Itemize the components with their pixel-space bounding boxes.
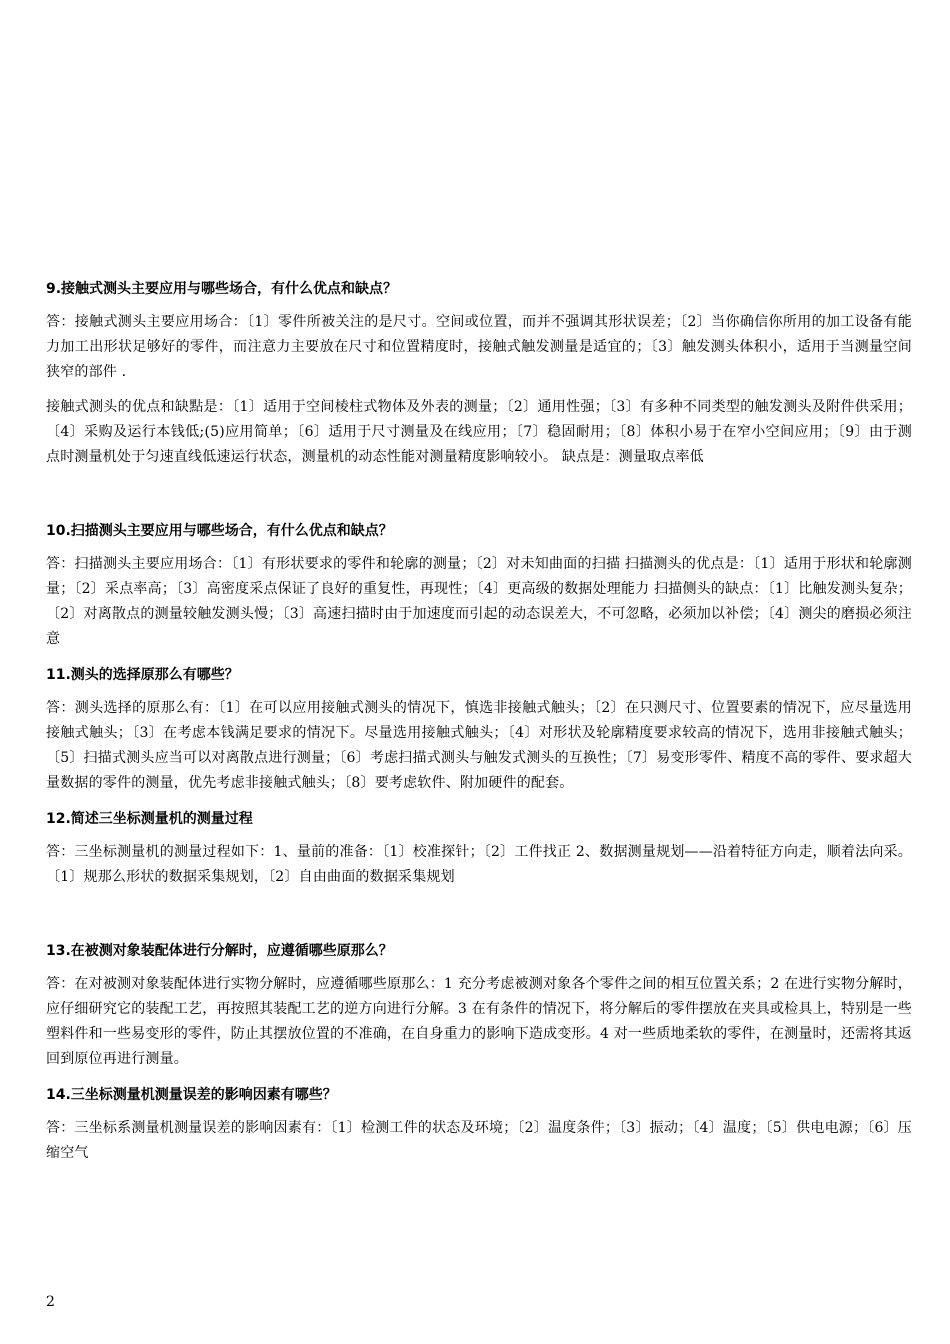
document-body <box>46 276 912 1166</box>
answer-10-paragraph: 答：扫描测头主要应用场合：〔1〕有形状要求的零件和轮廓的测量；〔2〕对未知曲面的扫描 扫描测头的优点是：〔1〕适用于形状和轮廓测量；〔2〕采点率高；〔3〕高密度采点保证了良好的重复性，再现性；〔4〕更高级的数据处理能力 扫描侧头的缺点：〔1〕比触发测头复杂；〔2〕对离散点的测量较触发测头慢；〔3〕高速扫描时由于加速度而引起的动态误差大，不可忽略，必须加以补偿；〔4〕测尖的磨损必须注意 <box>46 556 912 647</box>
question-9-heading: 9.接触式测头主要应用与哪些场合，有什么优点和缺点？ <box>46 281 398 297</box>
question-10-heading: 10.扫描测头主要应用与哪些场合，有什么优点和缺点？ <box>46 523 393 539</box>
answer-12-paragraph: 答：三坐标测量机的测量过程如下：1、量前的准备：〔1〕校准探针；〔2〕工件找正 2、数据测量规划——沿着特征方向走，顺着法向采。〔1〕规那么形状的数据采集规划，〔2〕自由曲面的数据采集规划 <box>46 844 912 885</box>
page-number: 2 <box>46 1294 55 1310</box>
answer-13-paragraph: 答：在对被测对象装配体进行实物分解时，应遵循哪些原那么：1 充分考虑被测对象各个零件之间的相互位置关系；2 在进行实物分解时，应仔细研究它的装配工艺，再按照其装配工艺的逆方向进行分解。3 在有条件的情况下，将分解后的零件摆放在夹具或检具上，特别是一些塑料件和一些易变形的零件，防止其摆放位置的不准确，在自身重力的影响下造成变形。4 对一些质地柔软的零件，在测量时，还需将其返回到原位再进行测量。 <box>46 976 912 1067</box>
answer-11-paragraph: 答：测头选择的原那么有：〔1〕在可以应用接触式测头的情况下，慎选非接触式触头；〔2〕在只测尺寸、位置要素的情况下，应尽量选用接触式触头；〔3〕在考虑本钱满足要求的情况下。尽量选用接触式触头；〔4〕对形状及轮廓精度要求较高的情况下，选用非接触式触头；〔5〕扫描式测头应当可以对离散点进行测量；〔6〕考虑扫描式测头与触发式测头的互换性；〔7〕易变形零件、精度不高的零件、要求超大量数据的零件的测量，优先考虑非接触式触头；〔8〕要考虑软件、附加硬件的配套。 <box>46 700 912 791</box>
question-14-heading: 14.三坐标测量机测量误差的影响因素有哪些？ <box>46 1087 337 1103</box>
question-11-heading: 11.测头的选择原那么有哪些？ <box>46 667 239 683</box>
question-13-heading: 13.在被测对象装配体进行分解时，应遵循哪些原那么？ <box>46 943 393 959</box>
answer-9-paragraph-2: 接触式测头的优点和缺點是：〔1〕适用于空间棱柱式物体及外表的测量；〔2〕通用性强；〔3〕有多种不同类型的触发测头及附件供采用；〔4〕采购及运行本钱低;(5)应用简单；〔6〕适用于尺寸测量及在线应用；〔7〕稳固耐用；〔8〕体积小易于在窄小空间应用；〔9〕由于测点时测量机处于匀速直线低速运行状态，测量机的动态性能对测量精度影响较小。 缺点是：测量取点率低 <box>46 399 912 465</box>
answer-14-paragraph: 答：三坐标系测量机测量误差的影响因素有：〔1〕检测工件的状态及环境；〔2〕温度条件；〔3〕振动；〔4〕温度；〔5〕供电电源；〔6〕压缩空气 <box>46 1120 912 1161</box>
answer-9-paragraph-1: 答：接触式测头主要应用场合：〔1〕零件所被关注的是尺寸。空间或位置，而并不强调其形状误差；〔2〕当你确信你所用的加工设备有能力加工出形状足够好的零件，而注意力主要放在尺寸和位置精度时，接触式触发测量是适宜的；〔3〕触发测头体积小，适用于当测量空间狭窄的部件 . <box>46 314 912 380</box>
question-12-heading: 12.简述三坐标测量机的测量过程 <box>46 811 253 827</box>
